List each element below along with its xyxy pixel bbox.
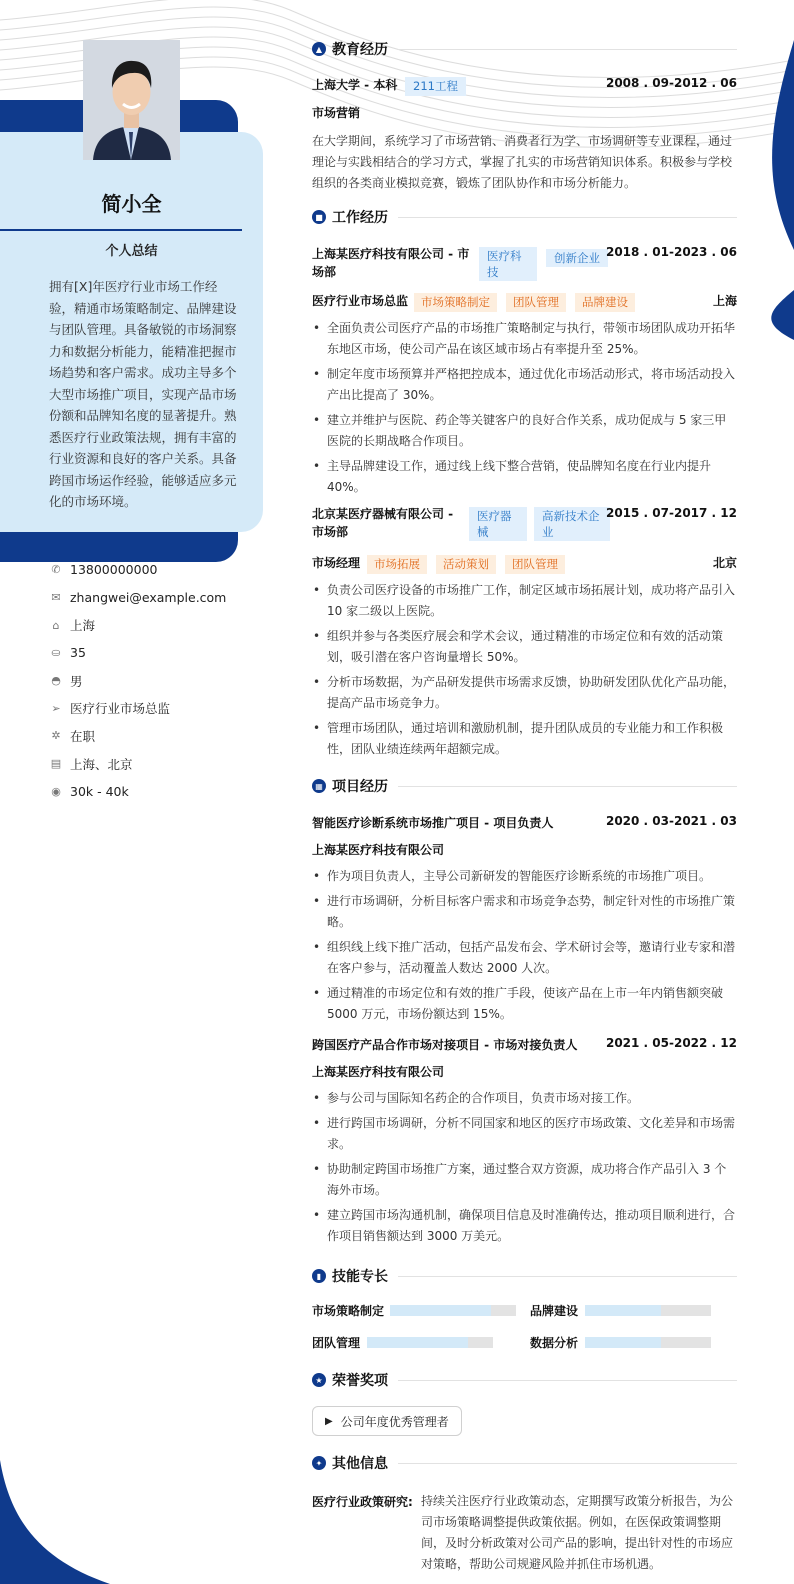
section-work — [312, 207, 737, 227]
skill-label: 品牌建设 — [530, 1304, 579, 1318]
mail-icon: ✉ — [51, 591, 61, 605]
list-item: • 管理市场团队，通过培训和激励机制，提升团队成员的专业能力和工作积极性，团队业绩连续两年超额完成。 — [312, 718, 737, 760]
other-text: 持续关注医疗行业政策动态，定期撰写政策分析报告，为公司市场策略调整提供政策依据。例如，在医保政策调整期间，及时分析政策对公司产品的影响，提出针对性的市场应对策略，帮助公司规避风险并抓住市场机遇。 — [421, 1494, 734, 1571]
job-company: 上海某医疗科技有限公司 - 市场部 — [312, 247, 470, 279]
phone-icon: ✆ — [51, 563, 61, 577]
building-icon: ▤ — [50, 757, 62, 771]
list-item: • 建立跨国市场沟通机制，确保项目信息及时准确传达，推动项目顺利进行，合作项目销售额达到 3000 万美元。 — [312, 1205, 737, 1247]
caret-right-icon: ▶ — [325, 1415, 333, 1427]
education-desc: 在大学期间，系统学习了市场营销、消费者行为学、市场调研等专业课程，通过理论与实践相结合的学习方式，掌握了扎实的市场营销知识体系。积极参与学校组织的各类商业模拟竞赛，锻炼了团队协作和市场分析能力。 — [312, 134, 733, 190]
section-other — [312, 1453, 737, 1473]
contact-text: 30k - 40k — [70, 783, 129, 799]
section-awards — [312, 1370, 737, 1390]
skill-bar — [585, 1305, 711, 1316]
contact-text: zhangwei@example.com — [70, 590, 227, 606]
contact-item — [50, 556, 260, 584]
info-icon: ✦ — [312, 1456, 326, 1470]
skill-tag: 团队管理 — [506, 293, 566, 312]
skill-tag: 活动策划 — [436, 555, 496, 574]
divider — [398, 217, 737, 218]
list-item: • 建立并维护与医院、药企等关键客户的良好合作关系，成功促成与 5 家三甲医院的长期战略合作项目。 — [312, 410, 737, 452]
send-icon: ➢ — [51, 701, 61, 715]
section-title: 荣誉奖项 — [332, 1373, 388, 1389]
skill-tag: 团队管理 — [505, 555, 565, 574]
contact-text: 男 — [70, 673, 83, 689]
summary-title: 个人总结 — [105, 244, 158, 259]
status-icon: ✲ — [51, 729, 61, 743]
skill-label: 团队管理 — [312, 1336, 361, 1350]
award-label: 公司年度优秀管理者 — [340, 1414, 449, 1429]
contact-item — [50, 722, 260, 750]
contact-item — [50, 667, 260, 695]
other-label: 医疗行业政策研究: — [312, 1495, 413, 1509]
divider — [398, 49, 737, 50]
job-location: 北京 — [712, 556, 737, 570]
skill-tag: 市场拓展 — [367, 555, 427, 574]
skill-bar — [367, 1337, 493, 1348]
skill-bar-fill — [585, 1305, 661, 1316]
project-company: 上海某医疗科技有限公司 — [312, 1065, 445, 1079]
job-bullets — [312, 318, 737, 502]
job-position: 市场经理 — [312, 556, 361, 570]
school-tag: 211工程 — [405, 77, 466, 96]
skill-bar-fill — [367, 1337, 468, 1348]
contact-text: 13800000000 — [70, 562, 158, 578]
contact-item — [50, 611, 260, 639]
section-title: 项目经历 — [332, 779, 388, 795]
skill-bar — [585, 1337, 711, 1348]
award-item — [312, 1406, 462, 1436]
project-name: 跨国医疗产品合作市场对接项目 - 市场对接负责人 — [312, 1038, 578, 1052]
grid-icon: ▦ — [312, 779, 326, 793]
list-item: • 通过精准的市场定位和有效的推广手段，使该产品在上市一年内销售额突破 5000 万元，市场份额达到 15%。 — [312, 983, 737, 1025]
list-item: • 协助制定跨国市场推广方案，通过整合双方资源，成功将合作产品引入 3 个海外市场。 — [312, 1159, 737, 1201]
list-item: • 进行市场调研，分析目标客户需求和市场竞争态势，制定针对性的市场推广策略。 — [312, 891, 737, 933]
skill-bar-fill — [585, 1337, 661, 1348]
job-bullets — [312, 580, 737, 764]
contact-text: 医疗行业市场总监 — [70, 701, 171, 717]
home-icon: ⌂ — [52, 618, 60, 632]
job-position: 医疗行业市场总监 — [312, 294, 409, 308]
job-tag: 医疗器械 — [469, 507, 527, 541]
briefcase-icon: ■ — [312, 210, 326, 224]
award-icon: ★ — [312, 1373, 326, 1387]
contact-item — [50, 778, 260, 806]
list-item: • 作为项目负责人，主导公司新研发的智能医疗诊断系统的市场推广项目。 — [312, 866, 737, 887]
list-item: • 组织并参与各类医疗展会和学术会议，通过精准的市场定位和有效的活动策划，吸引潜在客户咨询量增长 50%。 — [312, 626, 737, 668]
section-title: 技能专长 — [332, 1269, 388, 1285]
project-company: 上海某医疗科技有限公司 — [312, 843, 445, 857]
job-location: 上海 — [712, 294, 737, 308]
contact-item — [50, 639, 260, 667]
job-tag: 高新技术企业 — [534, 507, 610, 541]
contact-item — [50, 750, 260, 778]
job-date: 2018 . 01-2023 . 06 — [605, 245, 737, 259]
list-item: • 参与公司与国际知名药企的合作项目，负责市场对接工作。 — [312, 1088, 737, 1109]
skill-bar — [390, 1305, 516, 1316]
project-bullets — [312, 1088, 737, 1251]
section-projects — [312, 776, 737, 796]
divider — [398, 1380, 737, 1381]
skill-label: 数据分析 — [530, 1336, 579, 1350]
divider — [398, 786, 737, 787]
section-title: 其他信息 — [332, 1456, 388, 1472]
contact-item — [50, 584, 260, 612]
person-name: 简小全 — [101, 192, 162, 216]
contact-list — [50, 556, 260, 805]
list-item: • 主导品牌建设工作，通过线上线下整合营销，使品牌知名度在行业内提升 40%。 — [312, 456, 737, 498]
job-tag: 医疗科技 — [479, 247, 537, 281]
list-item: • 全面负责公司医疗产品的市场推广策略制定与执行，带领市场团队成功开拓华东地区市场，使公司产品在该区域市场占有率提升至 25%。 — [312, 318, 737, 360]
profile-photo — [83, 40, 180, 160]
list-item: • 进行跨国市场调研，分析不同国家和地区的医疗市场政策、文化差异和市场需求。 — [312, 1113, 737, 1155]
contact-text: 上海 — [70, 618, 96, 634]
education-date: 2008 . 09-2012 . 06 — [605, 76, 737, 90]
list-item: • 分析市场数据，为产品研发提供市场需求反馈，协助研发团队优化产品功能，提高产品市场竞争力。 — [312, 672, 737, 714]
project-bullets — [312, 866, 737, 1029]
list-item: • 组织线上线下推广活动，包括产品发布会、学术研讨会等，邀请行业专家和潜在客户参与，活动覆盖人数达 2000 人次。 — [312, 937, 737, 979]
skill-tag: 市场策略制定 — [414, 293, 497, 312]
graduation-cap-icon: ▲ — [312, 42, 326, 56]
project-name: 智能医疗诊断系统市场推广项目 - 项目负责人 — [312, 816, 554, 830]
job-date: 2015 . 07-2017 . 12 — [605, 506, 737, 520]
salary-icon: ◉ — [51, 784, 61, 798]
bar-chart-icon: ▮ — [312, 1269, 326, 1283]
section-education — [312, 39, 737, 59]
section-title: 教育经历 — [332, 42, 388, 58]
contact-item — [50, 694, 260, 722]
section-title: 工作经历 — [332, 210, 388, 226]
skill-label: 市场策略制定 — [312, 1304, 385, 1318]
gender-icon: ◓ — [51, 674, 61, 688]
age-icon: ⛀ — [51, 646, 61, 660]
job-company: 北京某医疗器械有限公司 - 市场部 — [312, 507, 454, 539]
name-underline — [0, 229, 242, 231]
school-name: 上海大学 - 本科 — [312, 78, 398, 92]
section-skills — [312, 1266, 737, 1286]
list-item: • 制定年度市场预算并严格把控成本，通过优化市场活动形式，将市场活动投入产出比提高了 30%。 — [312, 364, 737, 406]
divider — [398, 1463, 737, 1464]
project-date: 2020 . 03-2021 . 03 — [605, 814, 737, 828]
divider — [398, 1276, 737, 1277]
summary-text: 拥有[X]年医疗行业市场工作经验，精通市场策略制定、品牌建设与团队管理。具备敏锐的市场洞察力和数据分析能力，能精准把握市场趋势和客户需求。成功主导多个大型市场推广项目，实现产品市场份额和品牌知名度的显著提升。熟悉医疗行业政策法规，拥有丰富的行业资源和良好的客户关系。具备跨国市场运作经验，能够适应多元化的市场环境。 — [49, 279, 237, 509]
major: 市场营销 — [312, 106, 361, 120]
project-date: 2021 . 05-2022 . 12 — [605, 1036, 737, 1050]
contact-text: 上海、北京 — [70, 756, 133, 772]
contact-text: 在职 — [70, 728, 96, 744]
list-item: • 负责公司医疗设备的市场推广工作，制定区域市场拓展计划，成功将产品引入 10 家二级以上医院。 — [312, 580, 737, 622]
contact-text: 35 — [70, 645, 86, 661]
skill-tag: 品牌建设 — [575, 293, 635, 312]
job-tag: 创新企业 — [546, 249, 608, 267]
skill-bar-fill — [390, 1305, 491, 1316]
